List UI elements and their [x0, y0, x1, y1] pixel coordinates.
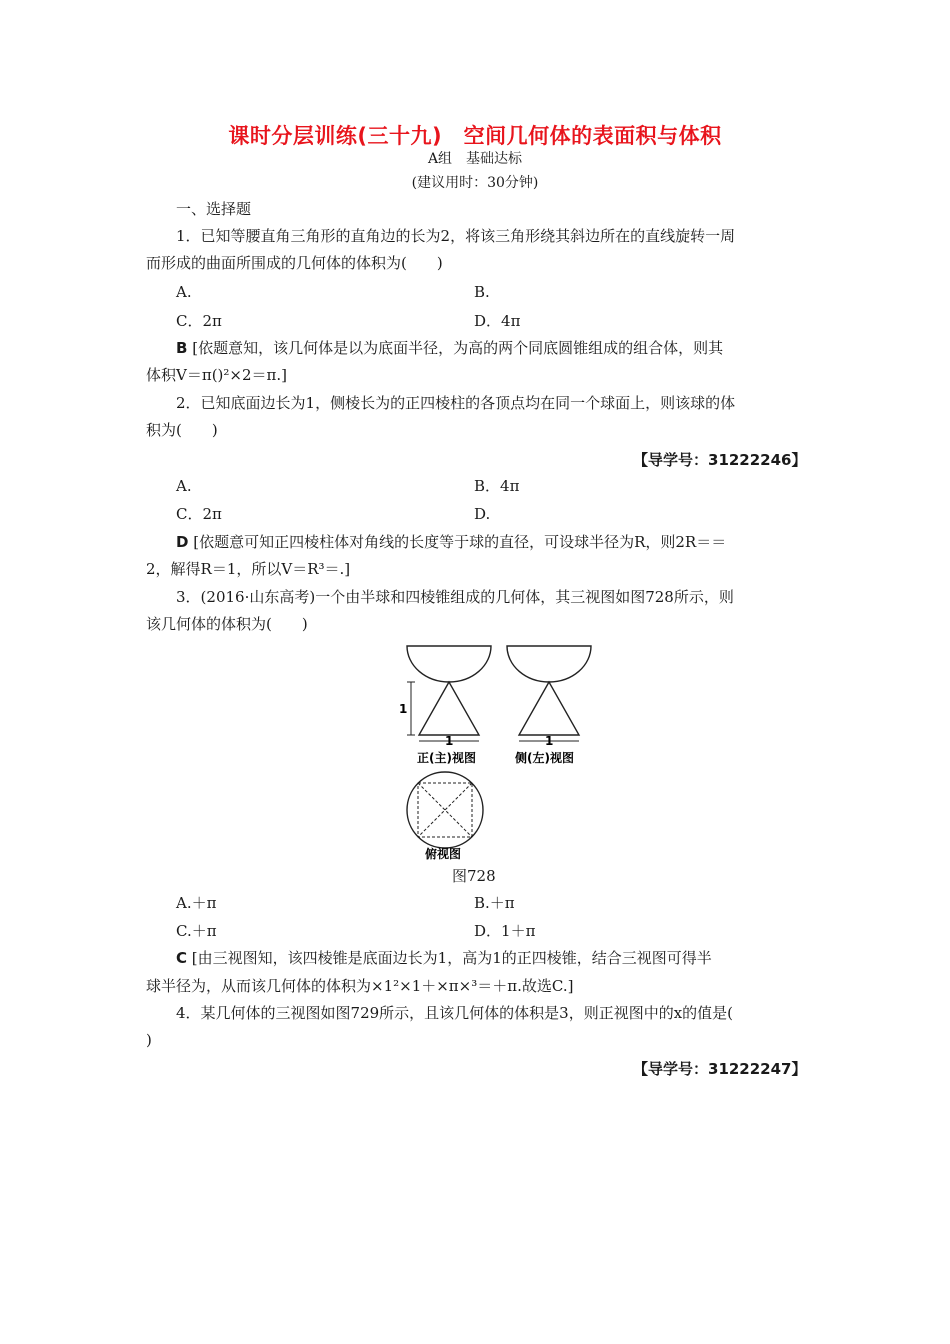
page-title: 课时分层训练(三十九) 空间几何体的表面积与体积	[228, 124, 722, 148]
q4-text-line2: )	[146, 1031, 152, 1049]
q4-guide-number: 【导学号：31222247】	[633, 1060, 807, 1078]
front-width-label: 1	[445, 734, 454, 748]
q2-text-line2: 积为( )	[146, 421, 218, 439]
q3-option-a: A.＋π	[176, 894, 217, 912]
top-view-label: 俯视图	[425, 847, 462, 861]
q2-option-c: C．2π	[176, 505, 222, 523]
q3-answer-letter: C	[176, 949, 188, 967]
section-heading: 一、选择题	[176, 200, 252, 218]
q1-option-d: D．4π	[474, 312, 521, 330]
group-label: A组 基础达标	[427, 151, 523, 167]
q1-option-a: A.	[176, 283, 192, 301]
q1-option-c: C．2π	[176, 312, 222, 330]
top-view	[407, 772, 483, 848]
side-width-label: 1	[545, 734, 554, 748]
figure-caption: 图728	[452, 867, 496, 885]
q4-text-line1: 4．某几何体的三视图如图729所示，且该几何体的体积是3，则正视图中的x的值是(	[176, 1004, 734, 1022]
q1-solution-text: [依题意知，该几何体是以为底面半径，为高的两个同底圆锥组成的组合体，则其	[192, 339, 724, 357]
q3-option-d: D．1＋π	[474, 922, 536, 940]
q3-option-b: B.＋π	[474, 894, 515, 912]
q2-option-d: D.	[474, 505, 491, 523]
front-height-label: 1	[399, 702, 408, 716]
q1-text-line1: 1．已知等腰直角三角形的直角边的长为2，将该三角形绕其斜边所在的直线旋转一周	[176, 227, 736, 245]
side-hemisphere	[507, 646, 591, 682]
q2-text-line1: 2．已知底面边长为1，侧棱长为的正四棱柱的各顶点均在同一个球面上，则该球的体	[176, 394, 736, 412]
q2-solution-line2: 2，解得R＝1，所以V＝R³＝.]	[146, 560, 351, 578]
front-hemisphere	[407, 646, 491, 682]
front-view-label: 正(主)视图	[417, 751, 476, 765]
q3-text-line2: 该几何体的体积为( )	[146, 615, 308, 633]
q2-solution-text: [依题意可知正四棱柱体对角线的长度等于球的直径，可设球半径为R，则2R＝＝	[193, 533, 727, 551]
q2-guide-number: 【导学号：31222246】	[633, 451, 807, 469]
q2-answer-letter: D	[176, 533, 189, 551]
front-pyramid	[419, 682, 479, 735]
suggested-time: (建议用时：30分钟)	[411, 175, 539, 191]
q1-text-line2: 而形成的曲面所围成的几何体的体积为( )	[146, 254, 443, 272]
side-pyramid	[519, 682, 579, 735]
q3-solution-line1	[176, 948, 712, 968]
side-view	[507, 646, 591, 741]
q1-answer-letter: B	[176, 339, 188, 357]
front-view	[407, 646, 491, 741]
q2-option-b: B．4π	[474, 477, 520, 495]
q3-option-c: C.＋π	[176, 922, 217, 940]
q2-option-a: A.	[176, 477, 192, 495]
q3-solution-text: [由三视图知，该四棱锥是底面边长为1，高为1的正四棱锥，结合三视图可得半	[191, 949, 712, 967]
q1-option-b: B.	[474, 283, 490, 301]
q3-solution-line2: 球半径为，从而该几何体的体积为×1²×1＋×π×³＝＋π.故选C.]	[146, 977, 574, 995]
q2-solution-line1	[176, 532, 726, 552]
side-view-label: 侧(左)视图	[515, 751, 574, 765]
q3-text-line1: 3．(2016·山东高考)一个由半球和四棱锥组成的几何体，其三视图如图728所示，则	[176, 588, 734, 606]
three-view-figure	[395, 640, 595, 862]
q1-solution-line1	[176, 338, 723, 358]
q1-solution-line2: 体积V＝π()²×2＝π.]	[146, 366, 287, 384]
